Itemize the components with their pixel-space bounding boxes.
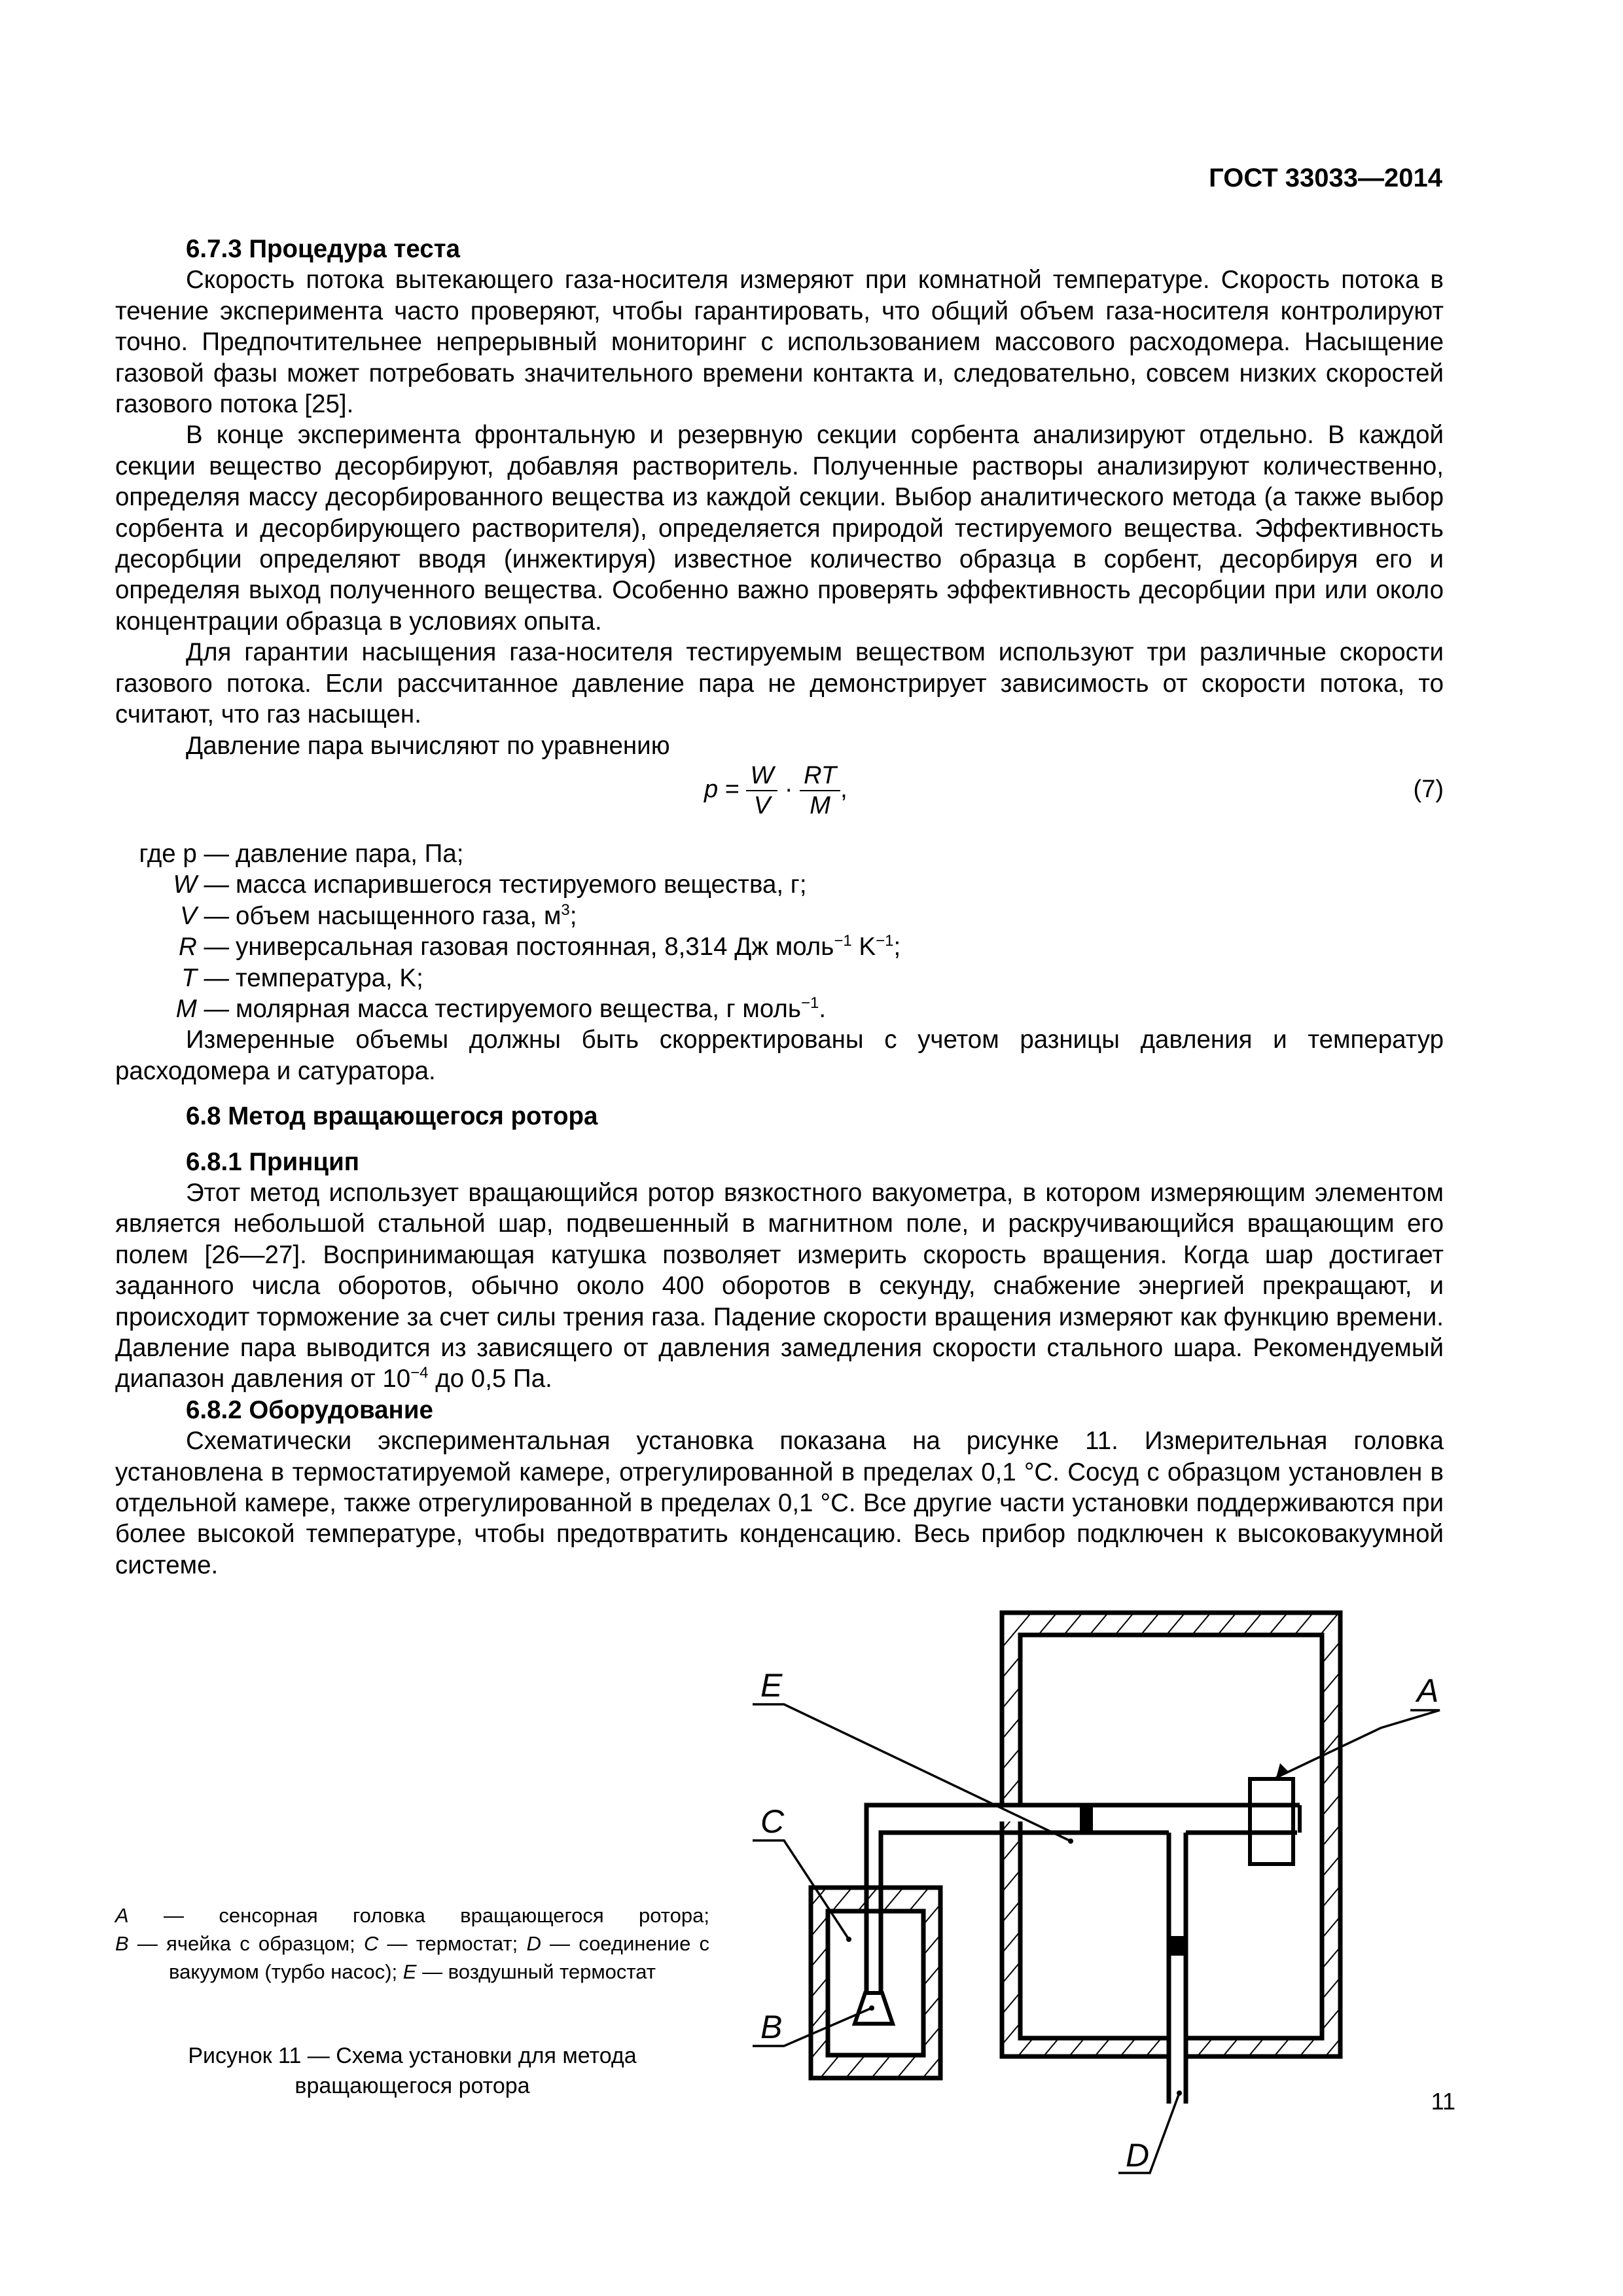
- paragraph: Давление пара вычисляют по уравнению: [186, 731, 670, 760]
- variable-symbol: V —: [180, 901, 229, 930]
- valve: [1080, 1806, 1093, 1833]
- section-heading-6-8-1: 6.8.1 Принцип: [186, 1147, 360, 1176]
- legend-text: — ячейка с образцом;: [128, 1932, 364, 1955]
- section-heading-6-7-3: 6.7.3 Процедура теста: [186, 235, 460, 263]
- legend-key: B: [115, 1932, 129, 1955]
- figure-caption: Рисунок 11 — Схема установки для метода вращающегося ротора: [188, 2043, 637, 2098]
- desc-tail: ;: [893, 933, 901, 961]
- denominator: V: [753, 791, 771, 819]
- legend-key: E: [402, 1960, 417, 1983]
- superscript: −4: [410, 1364, 429, 1382]
- label-c: C: [760, 1803, 785, 1840]
- figure-legend: [115, 1901, 709, 1986]
- variable-symbol: R —: [179, 933, 229, 961]
- desc-text: молярная масса тестируемого вещества, г моль: [236, 994, 801, 1023]
- eq-dot: ·: [784, 775, 800, 803]
- variable-symbol: W —: [173, 870, 229, 899]
- variable-symbol: T —: [181, 963, 229, 992]
- eq-lhs: p: [704, 775, 719, 803]
- eq-tail: ,: [840, 775, 847, 803]
- denominator: M: [810, 791, 830, 819]
- legend-key: C: [363, 1932, 379, 1955]
- superscript: 3: [561, 901, 570, 919]
- variable-description: температура, K;: [236, 963, 423, 992]
- desc-tail: ;: [569, 901, 577, 930]
- thermostat-c: [811, 1888, 940, 2078]
- numerator: RT: [800, 761, 840, 791]
- desc-text: объем насыщенного газа, м: [236, 901, 562, 930]
- paragraph: Измеренные объемы должны быть скорректированы с учетом разницы давления и температур расходомера и сатуратора.: [115, 1026, 1444, 1085]
- eq-sign: =: [718, 775, 747, 803]
- superscript: −1: [800, 994, 819, 1012]
- label-d: D: [1126, 2137, 1150, 2174]
- paragraph-text: до 0,5 Па.: [428, 1365, 552, 1393]
- legend-line: [115, 1901, 709, 1929]
- page-number: 11: [1431, 2088, 1455, 2115]
- label-b: B: [760, 2009, 783, 2045]
- legend-key: D: [526, 1932, 541, 1955]
- paragraph: В конце эксперимента фронтальную и резервную секции сорбента анализируют отдельно. В каждой секции вещество десорбируют, добавляя растворитель. Полученные растворы анализируют количественно, определяя массу десорбированного вещества из каждой секции. Выбор аналитического метода (а также выбор сорбента и десорбирующего растворителя), определяется природой тестируемого вещества. Эффективность десорбции определяют вводя (инжектируя) известное количество образца в сорбент, десорбируя его и определяя выход полученного вещества. Особенно важно проверять эффективность десорбции при или около концентрации образца в условиях опыта.: [115, 421, 1444, 636]
- section-heading-6-8-2: 6.8.2 Оборудование: [186, 1395, 433, 1424]
- label-e: E: [760, 1667, 783, 1704]
- paragraph: Схематически экспериментальная установка показана на рисунке 11. Измерительная головка установлена в термостатируемой камере, отрегулированной в пределах 0,1 °С. Сосуд с образцом установлен в отдельной камере, также отрегулированной в пределах 0,1 °С. Все другие части установки поддерживаются при более высокой температуре, чтобы предотвратить конденсацию. Весь прибор подключен к высоковакуумной системе.: [115, 1427, 1444, 1579]
- legend-text: — термостат;: [378, 1932, 527, 1955]
- legend-text: — воздушный термостат: [416, 1960, 656, 1983]
- valve: [1169, 1936, 1186, 1956]
- variable-symbol: M —: [175, 994, 229, 1023]
- variable-description: давление пара, Па;: [236, 839, 464, 868]
- legend-text: — сенсорная головка вращающегося ротора;: [128, 1904, 709, 1927]
- desc-text: универсальная газовая постоянная, 8,314 Дж моль: [236, 933, 834, 961]
- legend-key: A: [115, 1904, 129, 1927]
- document-header: ГОСТ 33033—2014: [1209, 164, 1442, 192]
- legend-line: [115, 1929, 709, 1986]
- equation-number: (7): [1413, 775, 1444, 803]
- variable-symbol: где p —: [139, 839, 229, 868]
- paragraph: Для гарантии насыщения газа-носителя тестируемым веществом используют три различные скорости газового потока. Если рассчитанное давление пара не демонстрирует зависимость от скорости потока, то считают, что газ насыщен.: [115, 638, 1444, 729]
- desc-tail: .: [819, 994, 827, 1023]
- numerator: W: [746, 761, 777, 791]
- superscript: −1: [876, 932, 894, 950]
- variable-description: масса испарившегося тестируемого вещества, г;: [236, 870, 807, 899]
- section-heading-6-8: 6.8 Метод вращающегося ротора: [186, 1102, 598, 1131]
- paragraph-text: Этот метод использует вращающийся ротор вязкостного вакуометра, в котором измеряющим элементом является небольшой стальной шар, подвешенный в магнитном поле, и раскручивающийся вращающим его полем [26—27]. Воспринимающая катушка позволяет измерить скорость вращения. Когда шар достигает заданного числа оборотов, обычно около 400 оборотов в секунду, снабжение энергией прекращают, и происходит торможение за счет силы трения газа. Падение скорости вращения измеряют как функцию времени. Давление пара выводится из зависящего от давления замедления скорости стального шара. Рекомендуемый диапазон давления от 10: [115, 1178, 1444, 1393]
- paragraph: Скорость потока вытекающего газа-носителя измеряют при комнатной температуре. Скорость потока в течение эксперимента часто проверяют, чтобы гарантировать, что общий объем газа-носителя контролируют точно. Предпочтительнее непрерывный мониторинг с использованием массового расходомера. Насыщение газовой фазы может потребовать значительного времени контакта и, следовательно, совсем низких скоростей газового потока [25].: [115, 266, 1444, 419]
- label-a: A: [1417, 1672, 1439, 1709]
- superscript: −1: [834, 932, 852, 950]
- legend-text: — соединение с вакуумом (турбо насос);: [168, 1932, 709, 1983]
- desc-mid: K: [851, 933, 876, 961]
